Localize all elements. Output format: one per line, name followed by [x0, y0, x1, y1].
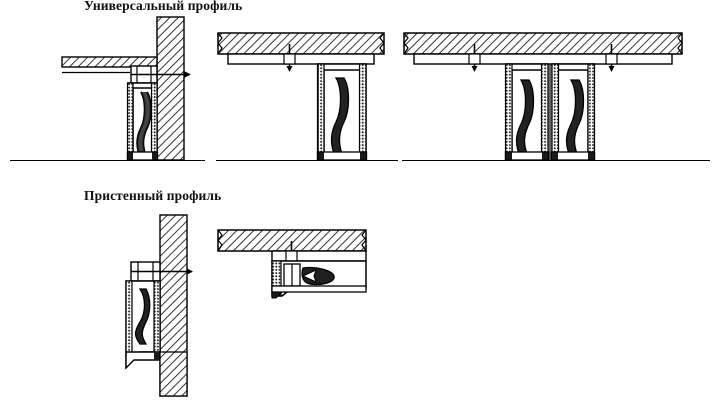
wall-slab: [157, 17, 184, 160]
section-title-wall-profile: Пристенный профиль: [84, 188, 222, 203]
anchor-bolt-head: [187, 269, 193, 275]
anchor-washer-right: [606, 54, 617, 64]
fig-universal-2: [218, 33, 384, 160]
profile-left-inner-jamb: [542, 64, 549, 160]
ceiling-slab: [218, 33, 384, 54]
profile-left-outer-jamb: [506, 64, 513, 160]
ceiling-slab: [404, 33, 682, 54]
seal-body: [332, 78, 349, 158]
section-title-universal-profile: Универсальный профиль: [84, 0, 243, 13]
profile-bottom-strip: [272, 286, 366, 292]
seal-body-right: [567, 80, 584, 158]
profile-foot-inner: [154, 352, 160, 360]
profile-foot-left-edge: [506, 153, 512, 160]
fig-wall-2: [218, 230, 366, 298]
fig-wall-1: [126, 215, 193, 396]
profile-right-inner-jamb: [552, 64, 559, 160]
profile-inner-jamb: [154, 281, 160, 352]
anchor-bolt-head: [287, 66, 293, 72]
anchor-washer: [286, 251, 297, 261]
mounting-plate: [414, 54, 672, 64]
profile-foot-right: [360, 153, 366, 160]
anchor-bolt-head: [184, 72, 190, 78]
profile-outer-jamb: [126, 281, 132, 355]
anchor-washer: [284, 54, 295, 64]
wall-slab-lower: [160, 352, 187, 396]
profile-foot-left-inner: [542, 153, 548, 160]
anchor-bolt-head-left: [472, 66, 478, 72]
profile-foot-left: [318, 153, 324, 160]
profile-outer-jamb: [128, 83, 134, 160]
anchor-washer-left: [469, 54, 480, 64]
profile-inner-jamb: [360, 64, 367, 160]
profile-foot-left: [128, 153, 133, 160]
anchor-bolt-head-right: [609, 66, 615, 72]
profile-foot: [318, 152, 367, 160]
mounting-plate: [228, 54, 374, 64]
fig-universal-1: [62, 17, 190, 160]
fig-universal-3: [404, 33, 682, 160]
profile-foot-right-edge: [588, 153, 594, 160]
profile-foot-right: [152, 153, 157, 160]
profile-inner-jamb: [152, 83, 158, 160]
seal-body-left: [517, 80, 534, 158]
profile-right-outer-jamb: [588, 64, 595, 160]
profile-foot-right-inner: [552, 153, 558, 160]
